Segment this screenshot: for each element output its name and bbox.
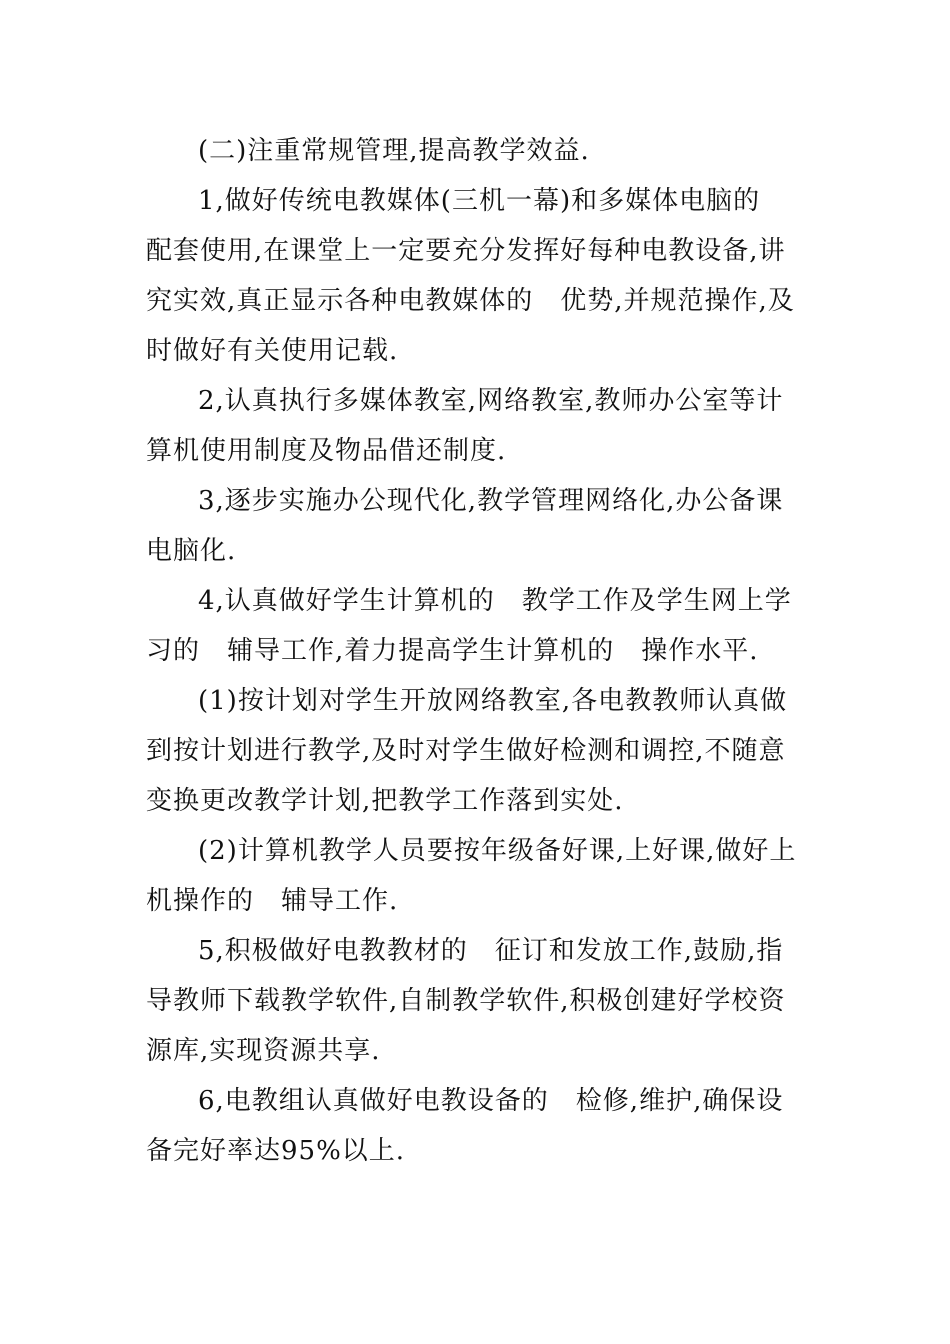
paragraph-section-heading: (二)注重常规管理,提高教学效益. — [198, 136, 590, 166]
paragraph-subitem-2: (2)计算机教学人员要按年级备好课,上好课,做好上机操作的 辅导工作. — [146, 836, 797, 916]
paragraph-item-2: 2,认真执行多媒体教室,网络教室,教师办公室等计算机使用制度及物品借还制度. — [146, 386, 784, 466]
document-body — [146, 126, 806, 1176]
paragraph-item-5: 5,积极做好电教教材的 征订和发放工作,鼓励,指导教师下载教学软件,自制教学软件,积极创建好学校资源库,实现资源共享. — [146, 936, 786, 1066]
paragraph-subitem-1: (1)按计划对学生开放网络教室,各电教教师认真做到按计划进行教学,及时对学生做好检测和调控,不随意变换更改教学计划,把教学工作落到实处. — [146, 686, 788, 816]
paragraph-item-1: 1,做好传统电教媒体(三机一幕)和多媒体电脑的 配套使用,在课堂上一定要充分发挥好每种电教设备,讲究实效,真正显示各种电教媒体的 优势,并规范操作,及时做好有关使用记载. — [146, 186, 795, 366]
paragraph-item-3: 3,逐步实施办公现代化,教学管理网络化,办公备课电脑化. — [146, 486, 784, 566]
paragraph-item-6: 6,电教组认真做好电教设备的 检修,维护,确保设备完好率达95%以上. — [146, 1086, 784, 1166]
paragraph-item-4: 4,认真做好学生计算机的 教学工作及学生网上学习的 辅导工作,着力提高学生计算机的 操作水平. — [146, 586, 792, 666]
